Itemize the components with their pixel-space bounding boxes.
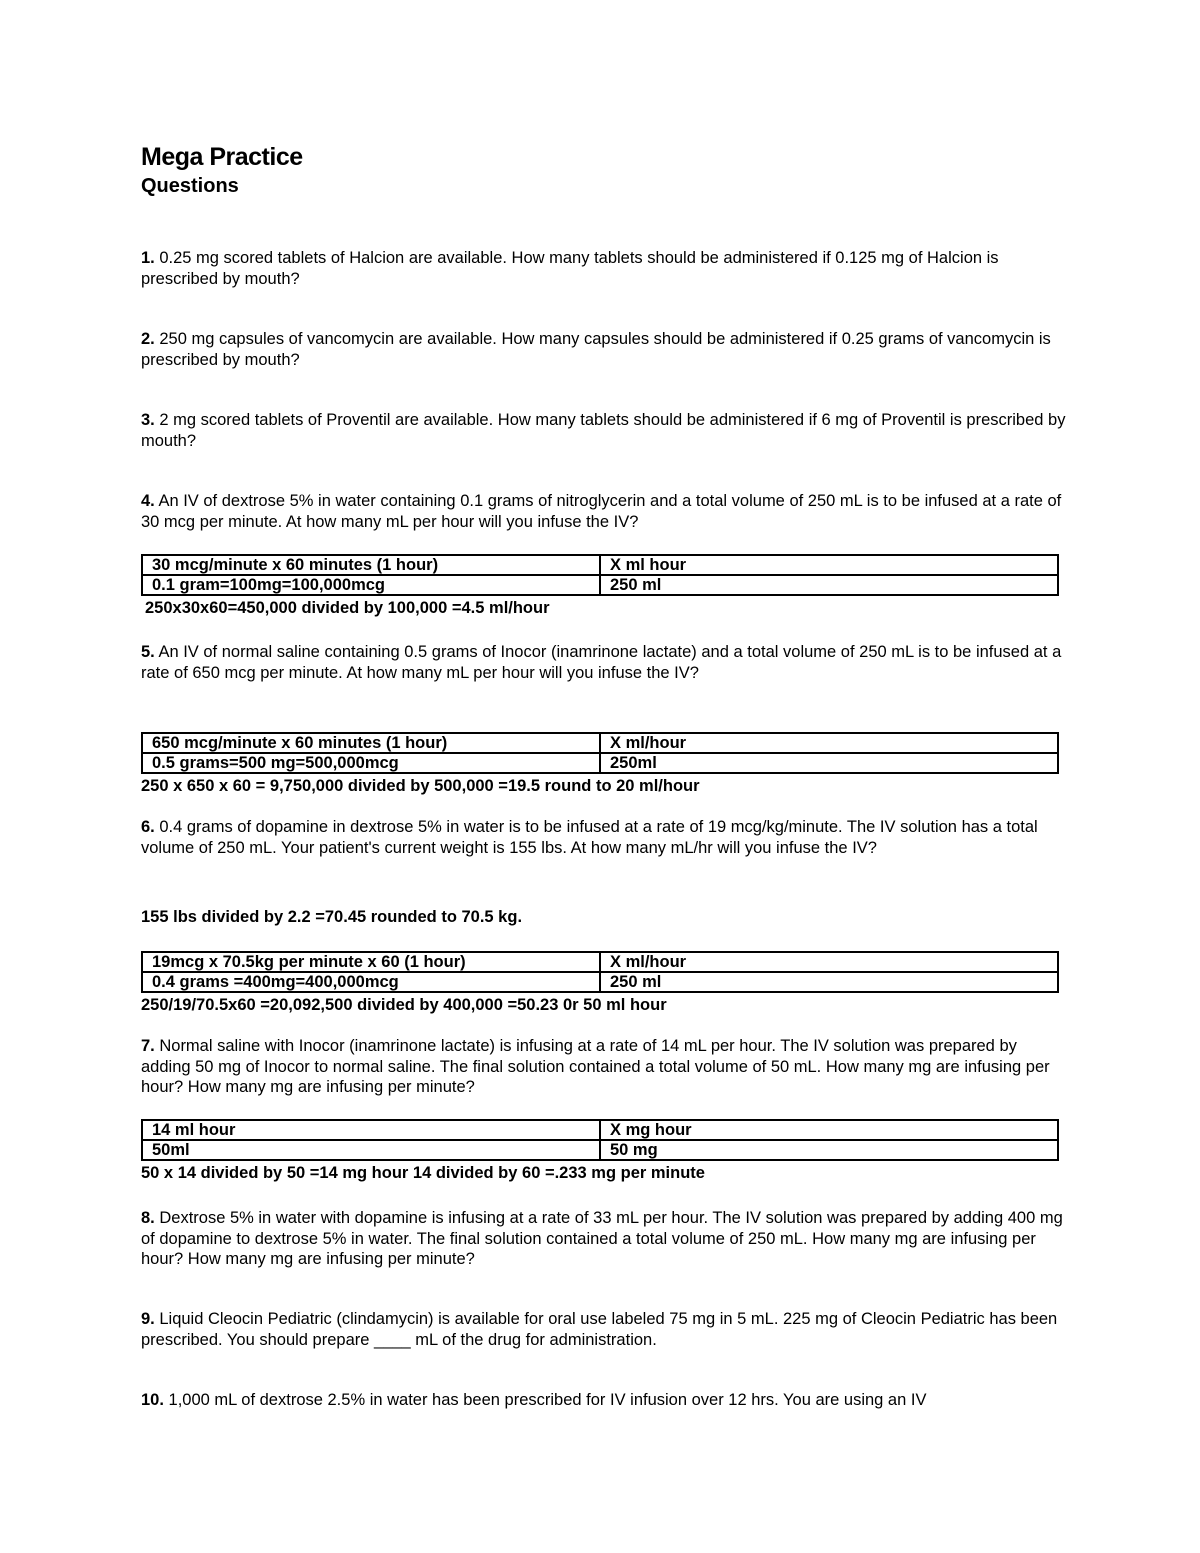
answer-q6: 250/19/70.5x60 =20,092,500 divided by 400,000 =50.23 0r 50 ml hour [141, 996, 667, 1014]
question-text: An IV of normal saline containing 0.5 grams of Inocor (inamrinone lactate) and a total volume of 250 mL is to be infused at a rate of 650 mcg per minute. At how many mL per hour will you infuse the IV? [141, 643, 1062, 682]
table-cell: 650 mcg/minute x 60 minutes (1 hour) [142, 733, 600, 753]
calc-table-q7 [141, 1119, 1059, 1161]
calc-table-q6 [141, 951, 1059, 993]
table-row [142, 753, 1058, 773]
page-title: Mega Practice [141, 143, 303, 171]
table-cell: 250 ml [600, 575, 1058, 595]
question-number: 1. [141, 249, 155, 267]
question-3 [141, 410, 1066, 451]
question-6 [141, 817, 1066, 858]
question-number: 8. [141, 1209, 155, 1227]
table-cell: 0.1 gram=100mg=100,000mcg [142, 575, 600, 595]
question-2 [141, 329, 1066, 370]
table-row [142, 555, 1058, 575]
table-cell: X ml hour [600, 555, 1058, 575]
table-cell: 50ml [142, 1140, 600, 1160]
question-4 [141, 491, 1066, 532]
question-text: Liquid Cleocin Pediatric (clindamycin) is available for oral use labeled 75 mg in 5 mL. 225 mg of Cleocin Pediatric has been prescribed. You should prepare ____ mL of the drug for administration. [141, 1310, 1058, 1349]
table-cell: X mg hour [600, 1120, 1058, 1140]
table-cell: 0.5 grams=500 mg=500,000mcg [142, 753, 600, 773]
table-cell: X ml/hour [600, 733, 1058, 753]
answer-q5: 250 x 650 x 60 = 9,750,000 divided by 500,000 =19.5 round to 20 ml/hour [141, 777, 700, 795]
question-number: 9. [141, 1310, 155, 1328]
question-text: Normal saline with Inocor (inamrinone lactate) is infusing at a rate of 14 mL per hour. The IV solution was prepared by adding 50 mg of Inocor to normal saline. The final solution contained a total volume of 50 mL. How many mg are infusing per hour? How many mg are infusing per minute? [141, 1037, 1050, 1096]
question-5 [141, 642, 1066, 683]
question-text: 0.4 grams of dopamine in dextrose 5% in water is to be infused at a rate of 19 mcg/kg/minute. The IV solution has a total volume of 250 mL. Your patient's current weight is 155 lbs. At how many mL/hr will you infuse the IV? [141, 818, 1038, 857]
weight-conversion-q6: 155 lbs divided by 2.2 =70.45 rounded to 70.5 kg. [141, 908, 523, 926]
table-cell: 250 ml [600, 972, 1058, 992]
question-text: An IV of dextrose 5% in water containing 0.1 grams of nitroglycerin and a total volume of 250 mL is to be infused at a rate of 30 mcg per minute. At how many mL per hour will you infuse the IV? [141, 492, 1062, 531]
table-cell: 0.4 grams =400mg=400,000mcg [142, 972, 600, 992]
table-cell: X ml/hour [600, 952, 1058, 972]
question-1 [141, 248, 1066, 289]
table-cell: 250ml [600, 753, 1058, 773]
question-number: 5. [141, 643, 155, 661]
table-row [142, 972, 1058, 992]
answer-q7: 50 x 14 divided by 50 =14 mg hour 14 divided by 60 =.233 mg per minute [141, 1164, 705, 1182]
table-row [142, 575, 1058, 595]
question-number: 6. [141, 818, 155, 836]
calc-table-q5 [141, 732, 1059, 774]
question-8 [141, 1208, 1066, 1270]
answer-q4: 250x30x60=450,000 divided by 100,000 =4.5 ml/hour [145, 599, 550, 617]
question-10 [141, 1390, 1066, 1411]
question-text: Dextrose 5% in water with dopamine is infusing at a rate of 33 mL per hour. The IV solution was prepared by adding 400 mg of dopamine to dextrose 5% in water. The final solution contained a total volume of 250 mL. How many mg are infusing per hour? How many mg are infusing per minute? [141, 1209, 1063, 1268]
question-text: 2 mg scored tablets of Proventil are available. How many tablets should be administered if 6 mg of Proventil is prescribed by mouth? [141, 411, 1066, 450]
question-text: 250 mg capsules of vancomycin are available. How many capsules should be administered if 0.25 grams of vancomycin is prescribed by mouth? [141, 330, 1051, 369]
question-number: 7. [141, 1037, 155, 1055]
question-number: 10. [141, 1391, 164, 1409]
page-subtitle: Questions [141, 175, 239, 197]
question-7 [141, 1036, 1066, 1098]
question-number: 4. [141, 492, 155, 510]
table-row [142, 952, 1058, 972]
calc-table-q4 [141, 554, 1059, 596]
table-cell: 50 mg [600, 1140, 1058, 1160]
table-cell: 19mcg x 70.5kg per minute x 60 (1 hour) [142, 952, 600, 972]
question-number: 2. [141, 330, 155, 348]
table-row [142, 733, 1058, 753]
table-cell: 30 mcg/minute x 60 minutes (1 hour) [142, 555, 600, 575]
table-row [142, 1120, 1058, 1140]
question-9 [141, 1309, 1066, 1350]
table-cell: 14 ml hour [142, 1120, 600, 1140]
table-row [142, 1140, 1058, 1160]
question-text: 0.25 mg scored tablets of Halcion are available. How many tablets should be administered if 0.125 mg of Halcion is prescribed by mouth? [141, 249, 999, 288]
question-text: 1,000 mL of dextrose 2.5% in water has been prescribed for IV infusion over 12 hrs. You are using an IV [163, 1391, 927, 1409]
question-number: 3. [141, 411, 155, 429]
